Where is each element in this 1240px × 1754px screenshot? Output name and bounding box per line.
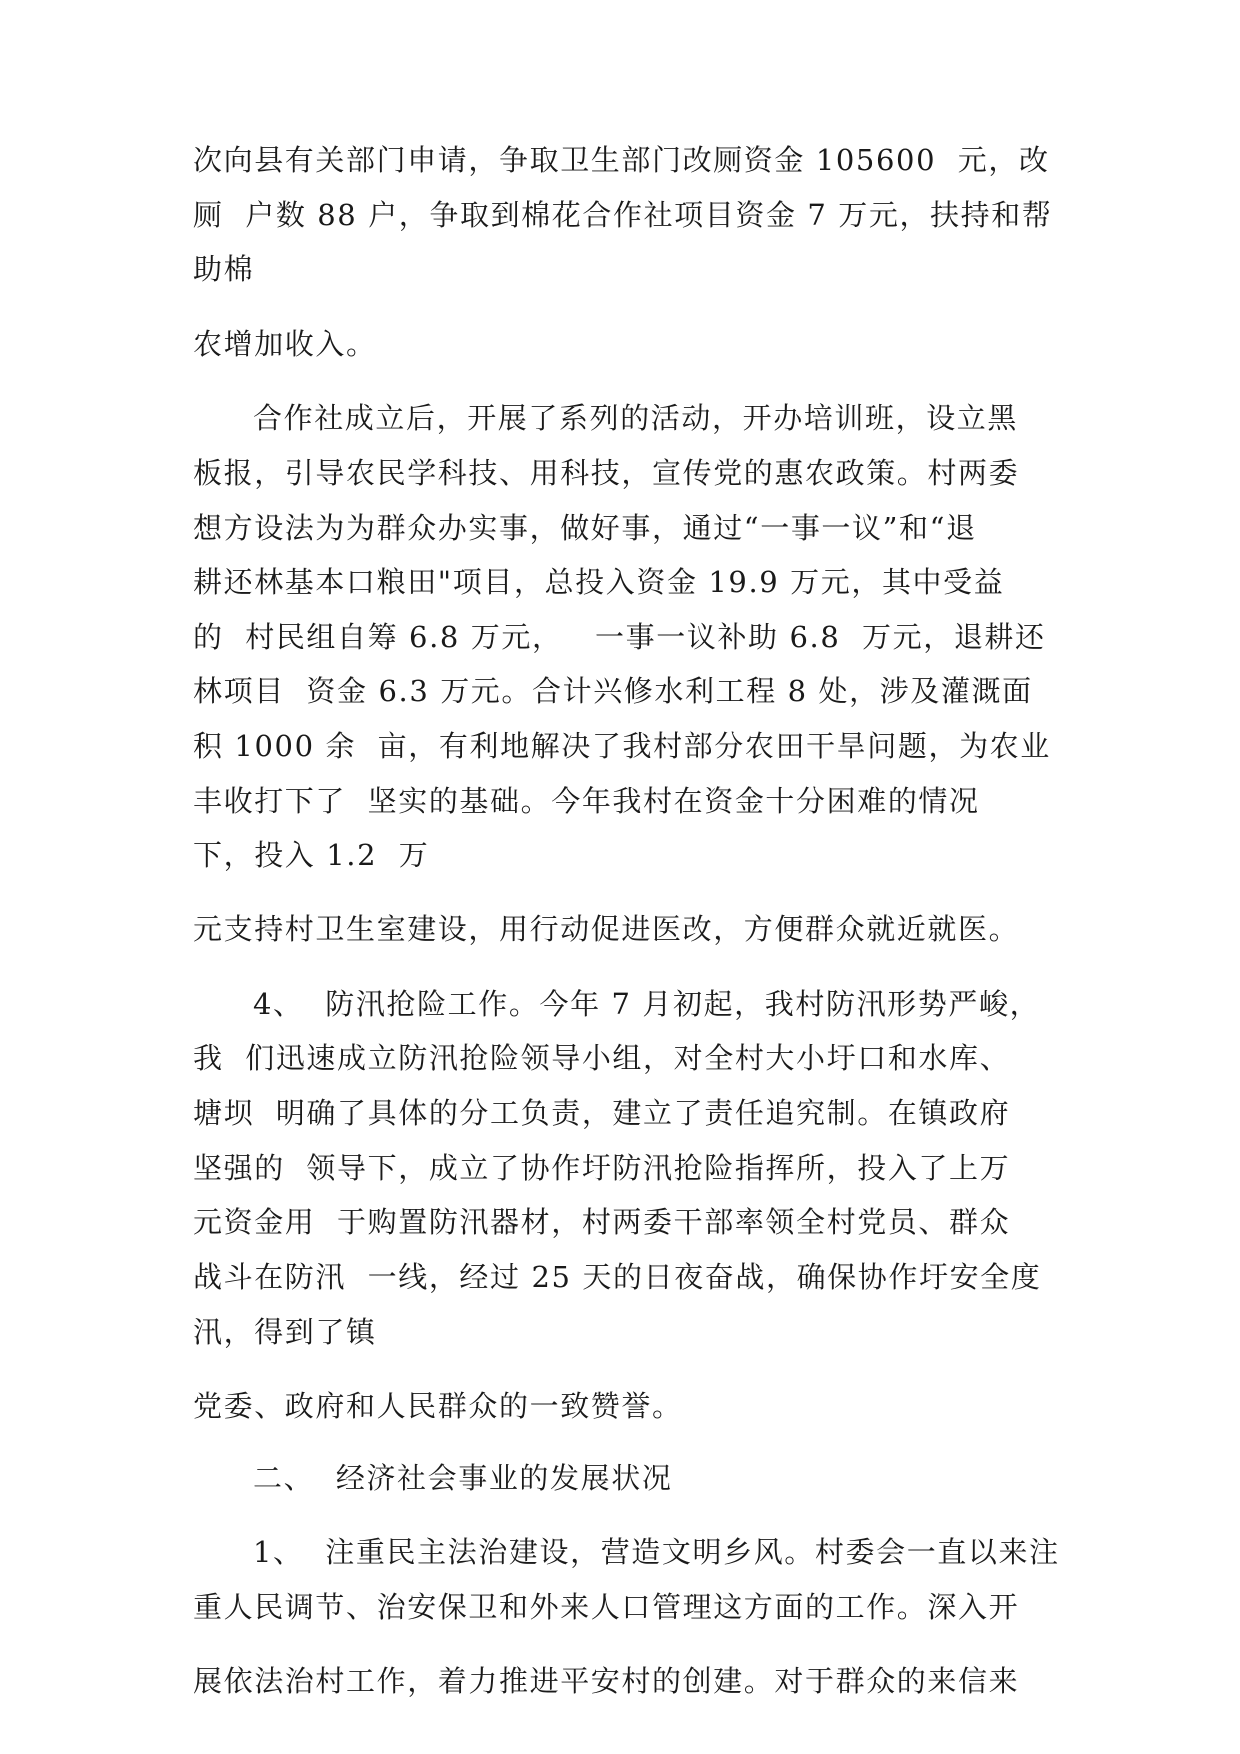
body-text-line: 积 1000 余 亩，有利地解决了我村部分农田干旱问题，为农业 <box>193 729 1051 763</box>
body-text-line: 合作社成立后，开展了系列的活动，开办培训班，设立黑 <box>253 401 1019 435</box>
body-text-line: 下，投入 1.2 万 <box>193 838 430 872</box>
body-text-line: 战斗在防汛 一线，经过 25 天的日夜奋战，确保协作圩安全度 <box>193 1260 1042 1294</box>
body-text-line: 4、 防汛抢险工作。今年 7 月初起，我村防汛形势严峻， <box>253 987 1041 1021</box>
body-text-line: 农增加收入。 <box>193 327 377 361</box>
body-text-line: 的 村民组自筹 6.8 万元， 一事一议补助 6.8 万元，退耕还 <box>193 620 1046 654</box>
section-heading: 二、 经济社会事业的发展状况 <box>253 1461 673 1495</box>
body-text-line: 助棉 <box>193 252 255 286</box>
body-text-line: 坚强的 领导下，成立了协作圩防汛抢险指挥所，投入了上万 <box>193 1151 1011 1185</box>
body-text-line: 展依法治村工作，着力推进平安村的创建。对于群众的来信来 <box>193 1664 1020 1698</box>
body-text-line: 耕还林基本口粮田"项目，总投入资金 19.9 万元，其中受益 <box>193 565 1005 599</box>
body-text-line: 想方设法为为群众办实事，做好事，通过“一事一议”和“退 <box>193 511 977 545</box>
body-text-line: 重人民调节、治安保卫和外来人口管理这方面的工作。深入开 <box>193 1590 1020 1624</box>
body-text-line: 元资金用 于购置防汛器材，村两委干部率领全村党员、群众 <box>193 1205 1011 1239</box>
body-text-line: 1、 注重民主法治建设，营造文明乡风。村委会一直以来注 <box>253 1535 1060 1569</box>
body-text-line: 林项目 资金 6.3 万元。合计兴修水利工程 8 处，涉及灌溉面 <box>193 674 1033 708</box>
body-text-line: 次向县有关部门申请，争取卫生部门改厕资金 105600 元，改 <box>193 143 1050 177</box>
body-text-line: 我 们迅速成立防汛抢险领导小组，对全村大小圩口和水库、 <box>193 1041 1011 1075</box>
body-text-line: 板报，引导农民学科技、用科技，宣传党的惠农政策。村两委 <box>193 456 1020 490</box>
body-text-line: 党委、政府和人民群众的一致赞誉。 <box>193 1389 683 1423</box>
body-text-line: 厕 户数 88 户，争取到棉花合作社项目资金 7 万元，扶持和帮 <box>193 198 1053 232</box>
body-text-line: 元支持村卫生室建设，用行动促进医改，方便群众就近就医。 <box>193 912 1020 946</box>
body-text-line: 汛，得到了镇 <box>193 1315 377 1349</box>
body-text-line: 丰收打下了 坚实的基础。今年我村在资金十分困难的情况 <box>193 784 980 818</box>
body-text-line: 塘坝 明确了具体的分工负责，建立了责任追究制。在镇政府 <box>193 1096 1011 1130</box>
